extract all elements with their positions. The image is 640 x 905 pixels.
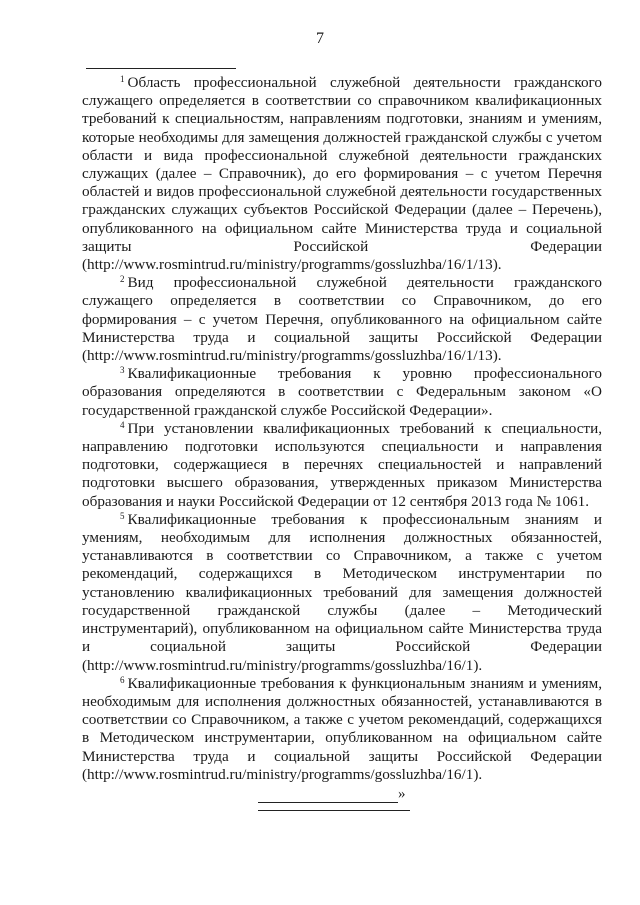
footnote-mark: 4 [120, 419, 125, 430]
closing-quote: » [398, 786, 406, 802]
footnote-mark: 5 [120, 510, 125, 521]
footnote-text: Квалификационные требования к профессиональным знаниям и умениям, необходимым для исполнения должностных обязанностей, устанавливаются в соответствии со Справочником, а также с учетом рекомендаций, содержащихся в Методическом инструментарии по установлению квалификационных требований для замещения должностей государственной гражданской службы (далее – Методический инструментарий), опубликованном на официальном сайте Министерства труда и социальной защиты Российской Федерации (http://www.rosmintrud.ru/ministry/programms/gossluzhba/16/1). [82, 510, 602, 674]
page-number: 7 [316, 30, 324, 47]
footnote-2 [82, 274, 602, 365]
footnote-mark: 2 [120, 274, 125, 285]
footnote-text: Квалификационные требования к функциональным знаниям и умениям, необходимым для исполнения должностных обязанностей, устанавливаются в соответствии со Справочником, а также с учетом рекомендаций, содержащихся в Методическом инструментарии, опубликованном на официальном сайте Министерства труда и социальной защиты Российской Федерации (http://www.rosmintrud.ru/ministry/programms/gossluzhba/16/1). [82, 674, 602, 783]
footnote-1 [82, 74, 602, 274]
footnote-text: Область профессиональной служебной деятельности гражданского служащего определяется в соответствии со справочником квалификационных требований к специальностям, направлениям подготовки, знаниям и умениям, которые необходимы для замещения должностей гражданской службы с учетом области и вида профессиональной служебной деятельности гражданских служащих (далее – Справочник), до его формирования – с учетом Перечня областей и видов профессиональной служебной деятельности государственных гражданских служащих субъектов Российской Федерации (далее – Перечень), опубликованного на официальном сайте Министерства труда и социальной защиты Российской Федерации (http://www.rosmintrud.ru/ministry/programms/gossluzhba/16/1/13). [82, 74, 602, 274]
footnote-4 [82, 420, 602, 511]
footnote-5 [82, 511, 602, 675]
closing-mark [258, 786, 418, 803]
footnote-mark: 3 [120, 365, 125, 376]
footnote-6 [82, 675, 602, 784]
footnote-3 [82, 365, 602, 420]
blank-line [258, 788, 398, 803]
footnote-text: Квалификационные требования к уровню профессионального образования определяются в соответствии с Федеральным законом «О государственной гражданской службе Российской Федерации». [82, 365, 602, 419]
footnote-text: Вид профессиональной служебной деятельности гражданского служащего определяется в соответствии со Справочником, до его формирования – с учетом Перечня, опубликованного на официальном сайте Министерства труда и социальной защиты Российской Федерации (http://www.rosmintrud.ru/ministry/programms/gossluzhba/16/1/13). [82, 274, 602, 365]
footnote-mark: 1 [120, 74, 125, 84]
footnote-text: При установлении квалификационных требований к специальности, направлению подготовки используются специальности и направления подготовки, содержащиеся в перечнях специальностей и направлений подготовки высшего образования, утвержденных приказом Министерства образования и науки Российской Федерации от 12 сентября 2013 года № 1061. [82, 419, 602, 510]
footnote-separator [86, 68, 236, 69]
footnotes-section [82, 74, 602, 784]
footnote-mark: 6 [120, 674, 125, 685]
closing-separator [258, 810, 410, 811]
